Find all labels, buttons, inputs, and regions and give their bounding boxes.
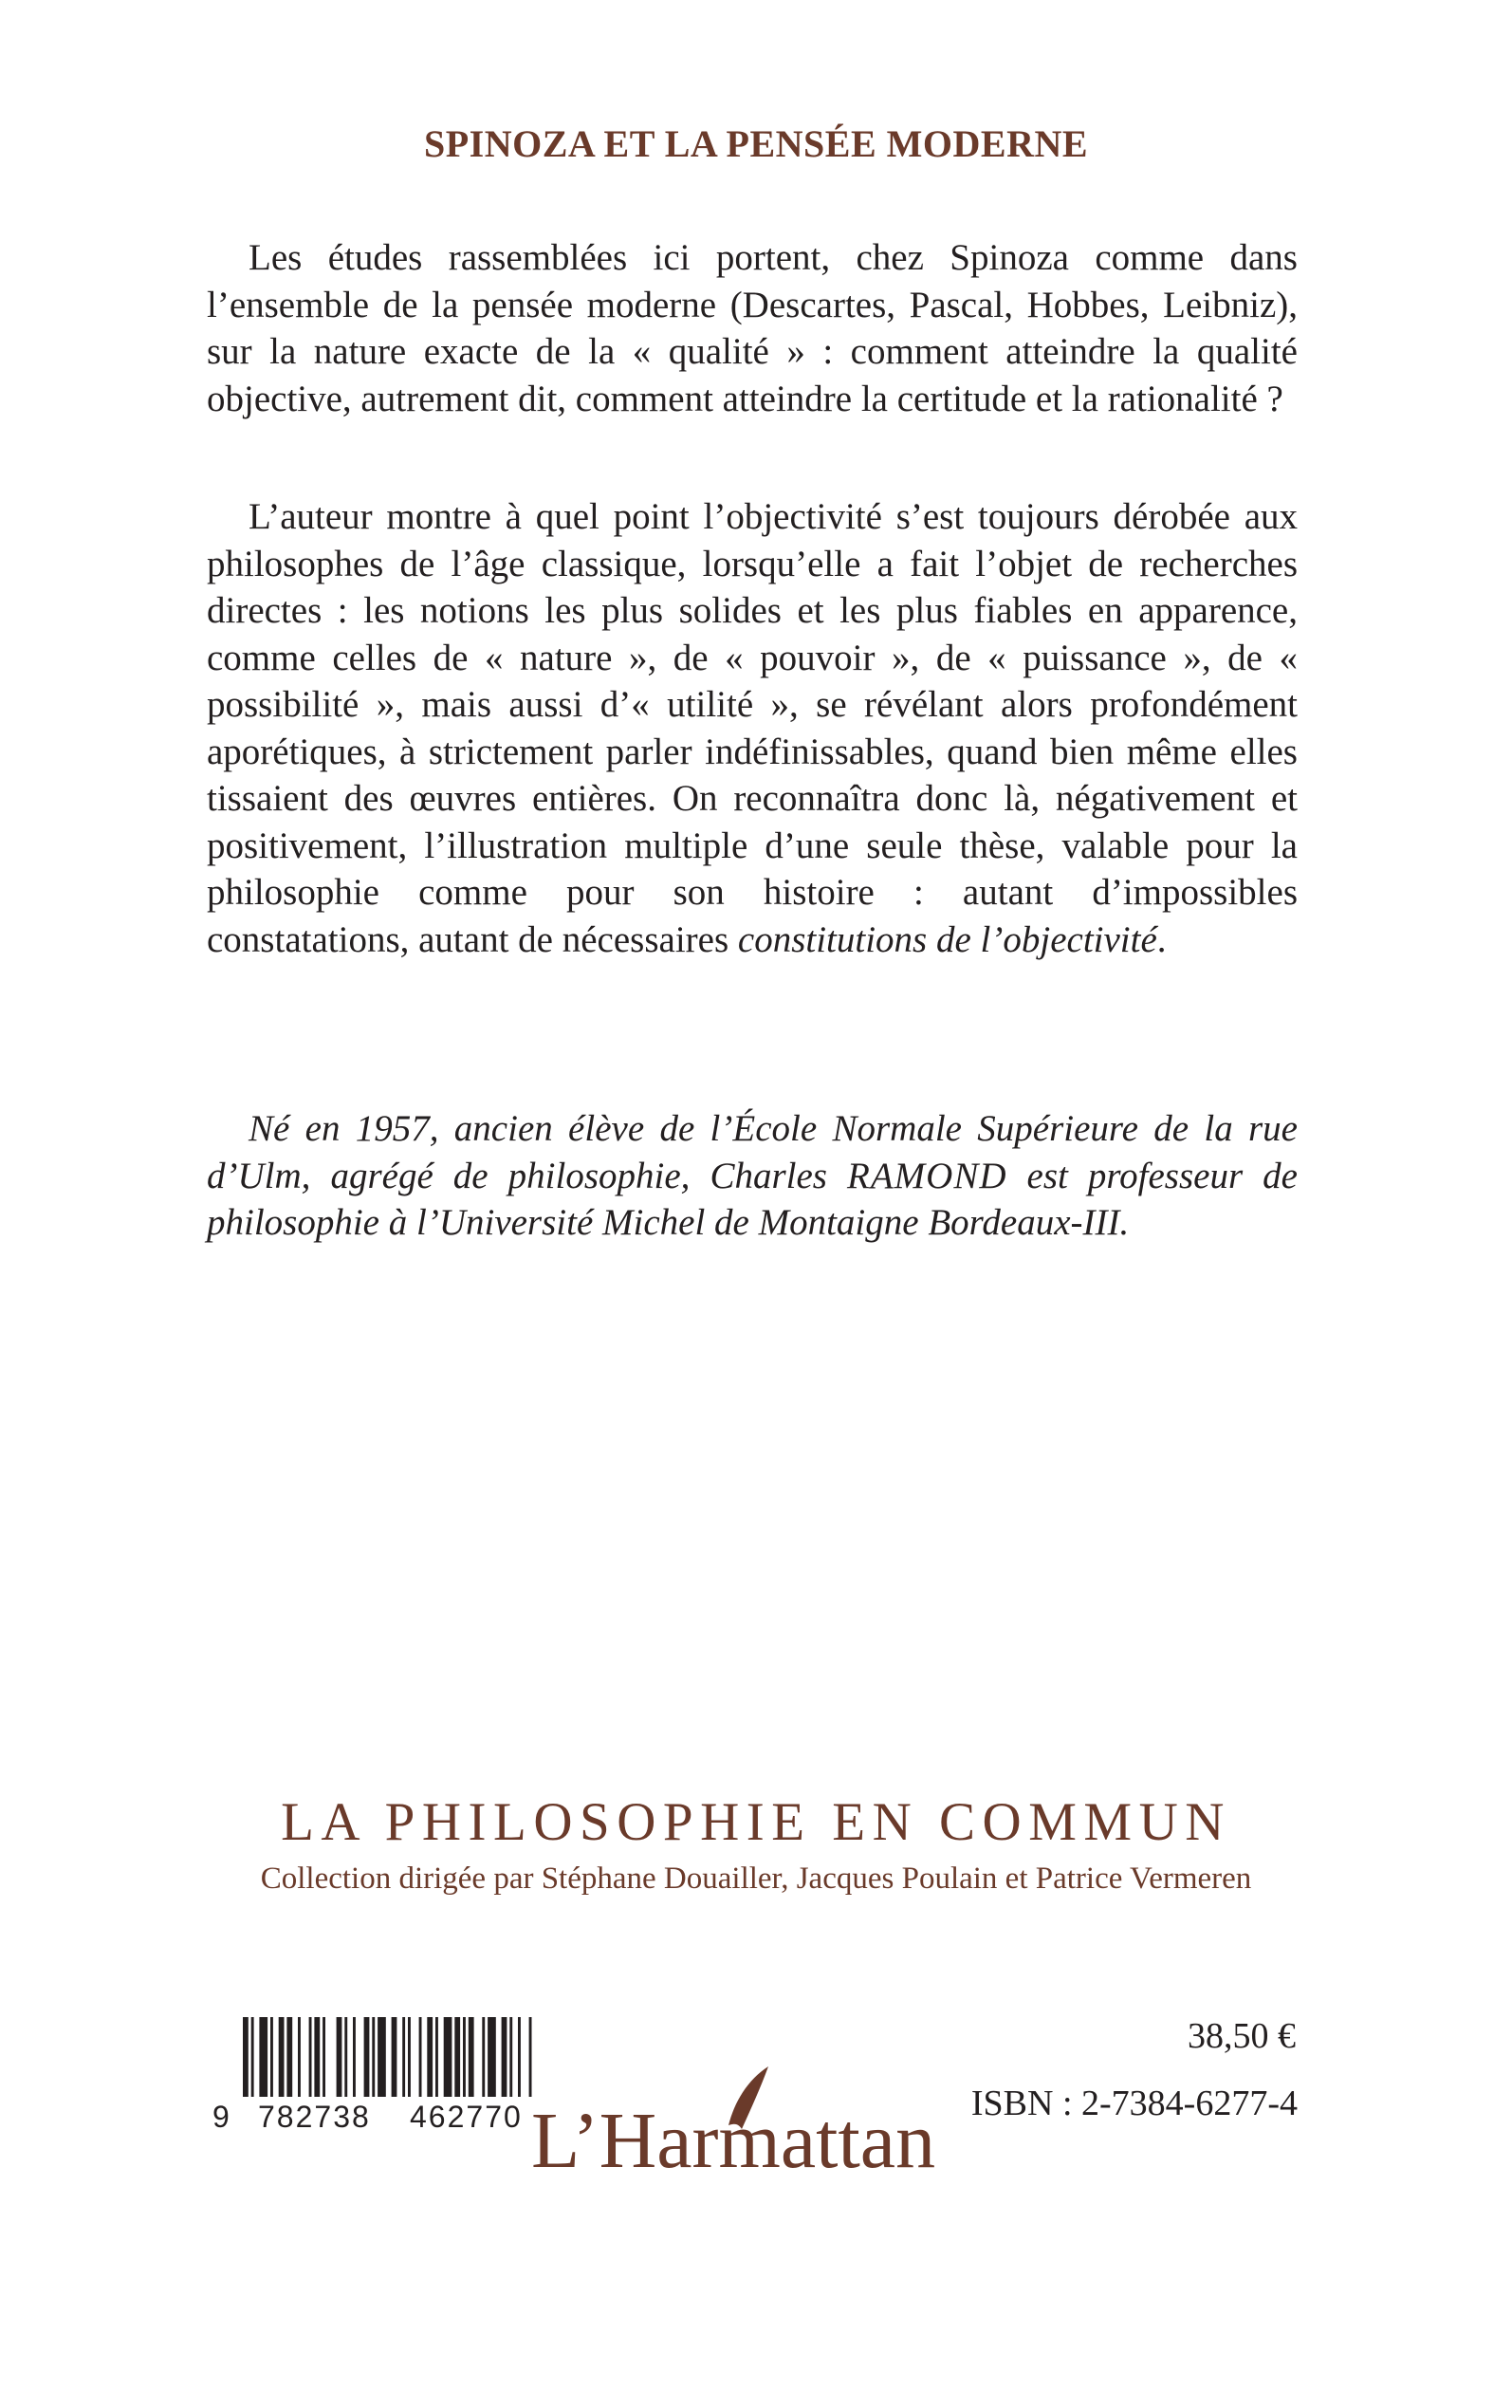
series-editors: Collection dirigée par Stéphane Douailler, Jacques Poulain et Patrice Vermeren	[260, 1862, 1252, 1896]
isbn-barcode	[211, 2017, 567, 2137]
publisher-logo	[531, 2066, 968, 2185]
blurb-paragraph-2-italic: constitutions de l’objectivité	[737, 918, 1157, 960]
author-surname: RAMOND	[847, 1155, 1007, 1196]
author-bio-end: est professeur de philosophie à l’Université Michel de Montaigne Bordeaux-III.	[207, 1155, 1298, 1243]
blurb-paragraph-2	[207, 493, 1298, 963]
author-bio-start: Né en 1957, ancien élève de l’École Normale Supérieure de la rue d’Ulm, agrégé de philosophie, Charles	[207, 1108, 1298, 1196]
blurb-paragraph-2-text: L’auteur montre à quel point l’objectivité s’est toujours dérobée aux philosophes de l’âge classique, lorsqu’elle a fait l’objet de recherches directes : les notions les plus solides et les plus fiables en apparence, comme celles de « nature », de « pouvoir », de « puissance », de « possibilité », mais aussi d’« utilité », se révélant alors profondément aporétiques, à strictement parler indéfinissables, quand bien même elles tissaient des œuvres entières. On reconnaîtra donc là, négativement et positivement, l’illustration multiple d’une seule thèse, valable pour la philosophie comme pour son histoire : autant d’impossibles constatations, autant de nécessaires	[207, 496, 1298, 960]
book-title: SPINOZA ET LA PENSÉE MODERNE	[423, 122, 1089, 165]
barcode-left-digits: 782738	[258, 2097, 371, 2137]
blurb-paragraph-2-period: .	[1156, 918, 1167, 960]
blurb-paragraph-1: Les études rassemblées ici portent, chez Spinoza comme dans l’ensemble de la pensée moderne (Descartes, Pascal, Hobbes, Leibniz), sur la nature exacte de la « qualité » : comment atteindre la qualité objective, autrement dit, comment atteindre la certitude et la rationalité ?	[207, 237, 1298, 419]
barcode-first-digit: 9	[212, 2100, 230, 2134]
series-block	[0, 1791, 1512, 1898]
barcode-right-digits: 462770	[410, 2097, 523, 2137]
author-bio	[207, 1105, 1298, 1247]
isbn-number: ISBN : 2-7384-6277-4	[970, 2084, 1298, 2123]
barcode-digits	[211, 2097, 567, 2137]
publisher-name: L’Harmattan	[531, 2097, 936, 2180]
price: 38,50 €	[1188, 2016, 1296, 2056]
publisher-logo-graphic	[531, 2066, 968, 2180]
series-name: LA PHILOSOPHIE EN COMMUN	[281, 1792, 1231, 1852]
